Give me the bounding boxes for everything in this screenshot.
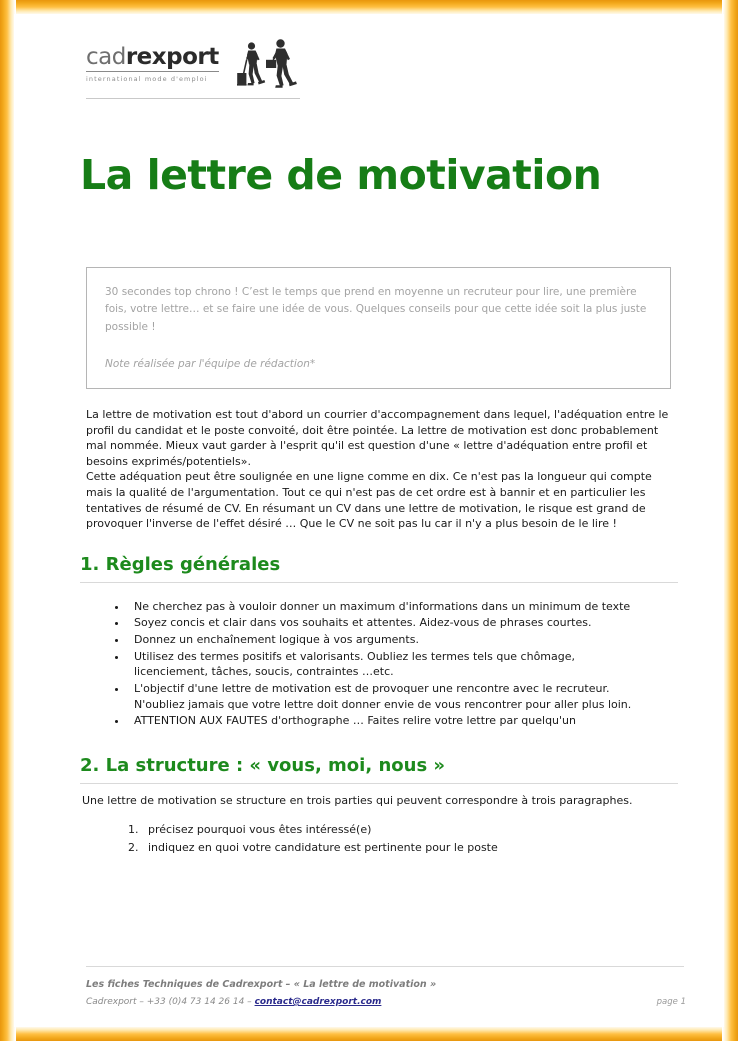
list-item: • Donnez un enchaînement logique à vos arguments.: [128, 632, 632, 648]
cadrexport-logo: [72, 36, 372, 108]
footer-contact-row: [86, 997, 686, 1007]
callout-text: 30 secondes top chrono ! C’est le temps que prend en moyenne un recruteur pour lire, une première fois, votre lettre… et se faire une idée de vous. Quelques conseils pour que cette idée soit la plus juste possible !: [105, 286, 647, 333]
page-footer: [86, 966, 686, 1007]
intro-paragraph-2: Cette adéquation peut être soulignée en une ligne comme en dix. Ce n'est pas la longueur qui compte mais la qualité de l'argumentation. Tout ce qui n'est pas de cet ordre est à bannir et en particulier les tentatives de résumé de CV. En résumant un CV dans une lettre de motivation, le risque est grand de provoquer l'inverse de l'effet désiré … Que le CV ne soit pas lu car il n'y a plus besoin de le lire !: [86, 470, 652, 531]
footer-company-phone: Cadrexport – +33 (0)4 73 14 26 14 –: [86, 997, 255, 1007]
logo-word-bold: rexport: [125, 44, 219, 70]
logo-word-light: cad: [86, 44, 126, 70]
footer-email-link[interactable]: contact@cadrexport.com: [254, 997, 382, 1007]
section-heading-rules: 1. Règles générales: [80, 554, 678, 583]
logo-word: [86, 46, 221, 69]
list-item: 2. indiquez en quoi votre candidature est pertinente pour le poste: [142, 840, 632, 856]
list-item: • Utilisez des termes positifs et valorisants. Oubliez les termes tels que chômage, licenciement, tâches, soucis, contraintes …etc.: [128, 649, 632, 680]
logo-bottom-rule: [86, 98, 300, 99]
footer-contact: [86, 997, 381, 1007]
intro-callout-box: [86, 267, 671, 389]
section-heading-structure: 2. La structure : « vous, moi, nous »: [80, 755, 678, 784]
page-canvas: [14, 14, 724, 1027]
list-item: • ATTENTION AUX FAUTES d'orthographe … Faites relire votre lettre par quelqu'un: [128, 713, 632, 729]
list-item: • Soyez concis et clair dans vos souhaits et attentes. Aidez-vous de phrases courtes.: [128, 615, 632, 631]
page-title: La lettre de motivation: [80, 151, 602, 199]
logo-tagline: international mode d'emploi: [86, 75, 208, 83]
rules-list: [72, 599, 632, 729]
list-item: • Ne cherchez pas à vouloir donner un maximum d'informations dans un minimum de texte: [128, 599, 632, 615]
intro-paragraph-1: La lettre de motivation est tout d'abord un courrier d'accompagnement dans lequel, l'adéquation entre le profil du candidat et le poste convoité, doit être pointée. La lettre de motivation est donc probablement mal nommée. Mieux vaut garder à l'esprit qu'il est question d'une « lettre d'adéquation entre profil et besoins exprimés/potentiels».: [86, 407, 669, 468]
two-walking-travelers-icon: [234, 38, 300, 95]
logo-underline: [86, 71, 219, 72]
footer-divider: [86, 966, 684, 967]
footer-page-number: page 1: [656, 997, 686, 1007]
list-item: 1. précisez pourquoi vous êtes intéressé(e): [142, 822, 632, 838]
logo-wordmark: [86, 46, 221, 83]
structure-intro-paragraph: Une lettre de motivation se structure en trois parties qui peuvent correspondre à trois paragraphes.: [82, 793, 633, 807]
footer-series-title: Les fiches Techniques de Cadrexport – « La lettre de motivation »: [86, 979, 437, 990]
list-item: • L'objectif d'une lettre de motivation est de provoquer une rencontre avec le recruteur. N'oubliez jamais que votre lettre doit donner envie de vous rencontrer pour aller plus loin.: [128, 681, 632, 712]
callout-note: Note réalisée par l'équipe de rédaction*: [105, 357, 316, 370]
intro-body: [86, 407, 674, 532]
structure-steps-list: [72, 822, 632, 855]
document-content: [72, 36, 682, 858]
